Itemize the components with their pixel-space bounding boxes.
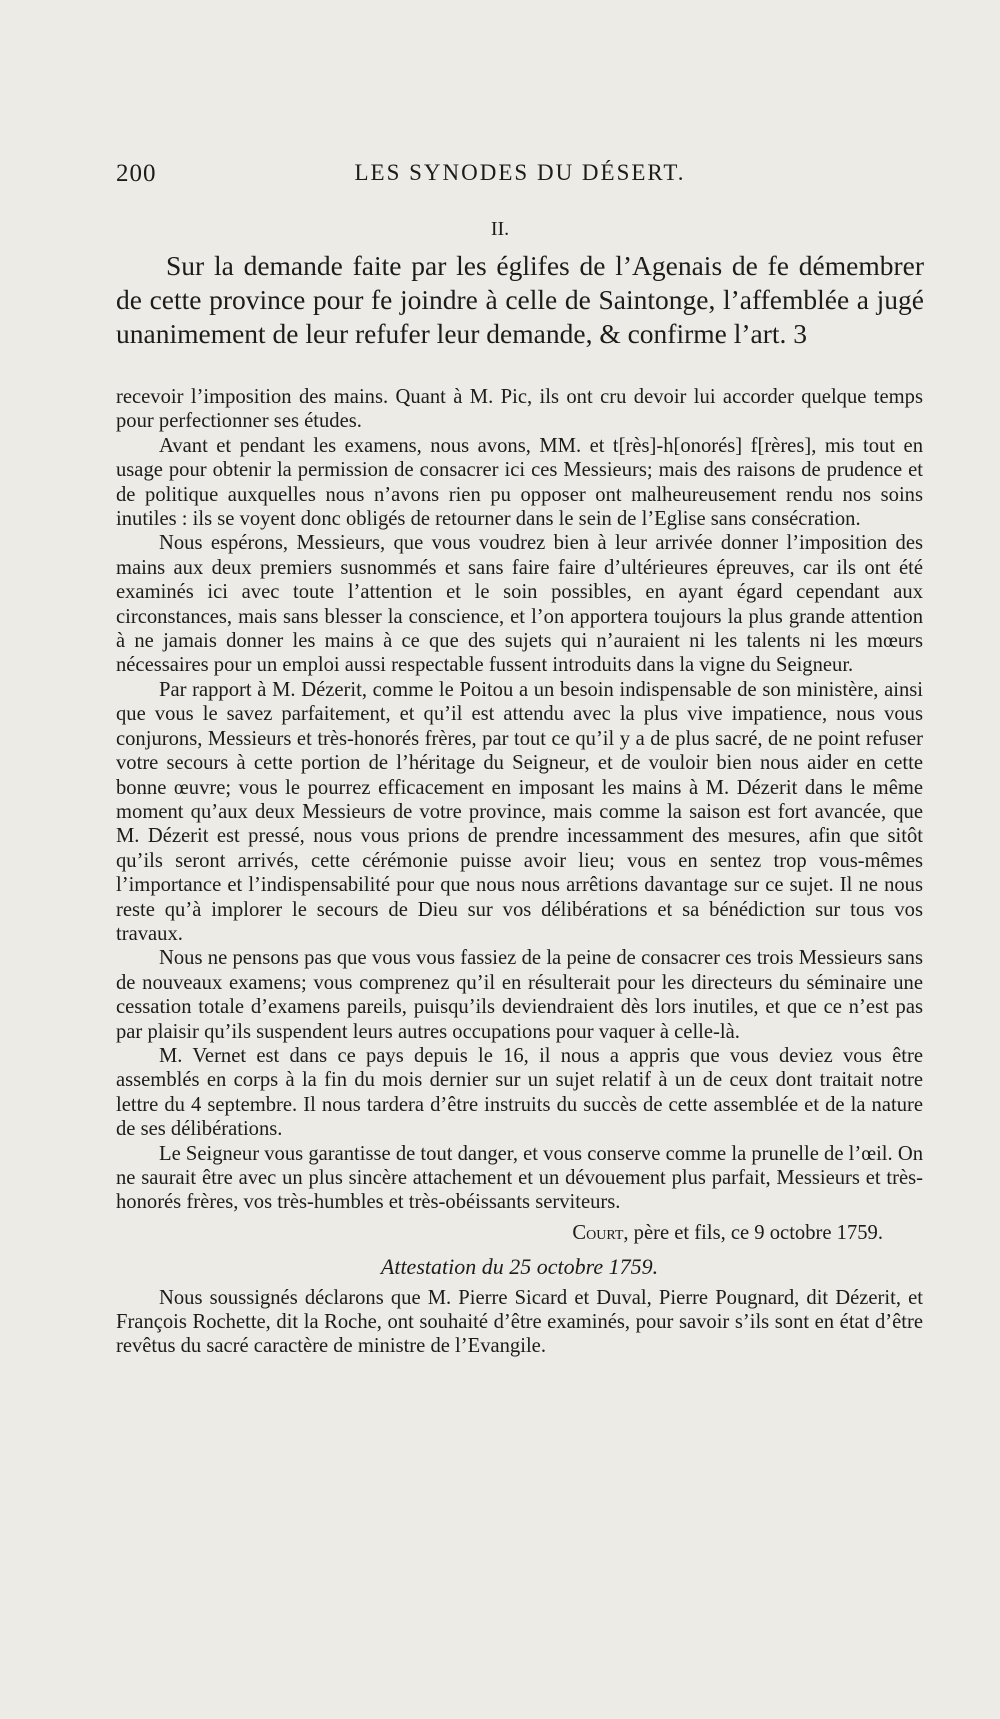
signature-name: Court [572,1221,624,1244]
running-title: LES SYNODES DU DÉSERT. [354,160,686,185]
signature-date: , père et fils, ce 9 octobre 1759. [623,1221,883,1244]
letter-paragraph: Avant et pendant les examens, nous avons, MM. et t[rès]-h[onorés] f[rères], mis tout en usage pour obtenir la permission de consacrer ici ces Messieurs; mais des raisons de prudence et de politique auxquelles nous n’avons rien pu opposer ont malheureusement rendu nos soins inutiles : ils se voyent donc obligés de retourner dans le sein de l’Eglise sans consécration. [116,434,923,531]
letter-paragraph: M. Vernet est dans ce pays depuis le 16, il nous a appris que vous deviez vous être assemblés en corps à la fin du mois dernier sur un sujet relatif à un de ceux dont traitait notre lettre du 4 septembre. Il nous tardera d’être instruits du succès de cette assemblée et de la nature de ses délibérations. [116,1044,923,1141]
letter-paragraph: recevoir l’imposition des mains. Quant à M. Pic, ils ont cru devoir lui accorder quelque temps pour perfectionner ses études. [116,386,923,433]
letter-signature [116,1221,923,1245]
page-number: 200 [116,160,157,187]
letter-paragraph: Nous ne pensons pas que vous vous fassiez de la peine de consacrer ces trois Messieurs sans de nouveaux examens; vous comprenez qu’il en résulterait pour les directeurs du séminaire une cessation totale d’examens pareils, puisqu’ils deviendraient dès lors inutiles, et que ce n’est pas par plaisir qu’ils suspendent leurs autres occupations pour vaquer à celle-là. [116,947,923,1043]
page-header [116,160,924,190]
letter-paragraph: Par rapport à M. Dézerit, comme le Poitou a un besoin indispensable de son ministère, ainsi que vous le savez parfaitement, et qu’il est attendu avec la plus vive impatience, nous vous conjurons, Messieurs et très-honorés frères, par tout ce qu’il y a de plus sacré, de ne point refuser votre secours à cette portion de l’héritage du Seigneur, et de vouloir bien nous aider en cette bonne œuvre; vous le pourrez efficacement en imposant les mains à M. Dézerit dans le même moment qu’aux deux Messieurs de votre province, mais comme la saison est fort avancée, que M. Dézerit est pressé, nous vous prions de prendre incessamment des mesures, afin que sitôt qu’ils seront arrivés, cette cérémonie puisse avoir lieu; vous en sentez trop vous-mêmes l’importance et l’indispensabilité pour que nous nous arrêtions davantage sur ce sujet. Il ne nous reste qu’à implorer le secours de Dieu sur vos délibérations et sa bénédiction sur tous vos travaux. [116,678,923,945]
letter-paragraph: Nous espérons, Messieurs, que vous voudrez bien à leur arrivée donner l’imposition des mains aux deux premiers susnommés et sans faire faire d’ultérieures épreuves, car ils ont été examinés ici avec toute l’attention et le soin possibles, en ayant égard cependant aux circonstances, mais sans blesser la conscience, et l’on apportera toujours la plus grande attention à ne jamais donner les mains à ce que des sujets qui n’auraient ni les talents ni les mœurs nécessaires pour un emploi aussi respectable fussent introduits dans la vigne du Seigneur. [116,532,923,677]
letter-paragraph: Le Seigneur vous garantisse de tout danger, et vous conserve comme la prunelle de l’œil. On ne saurait être avec un plus sincère attachement et un dévouement plus parfait, Messieurs et très-honorés frères, vos très-humbles et très-obéissants serviteurs. [116,1142,923,1214]
section-number: II. [490,218,510,240]
letter-body [116,385,923,1359]
synod-decision-paragraph: Sur la demande faite par les églifes de l’Agenais de fe démembrer de cette province pour fe joindre à celle de Saintonge, l’affemblée a jugé unanimement de leur refufer leur demande, & confirme l’art. 3 [116,250,924,349]
attestation-title: Attestation du 25 octobre 1759. [380,1254,659,1280]
attestation-paragraph: Nous soussignés déclarons que M. Pierre Sicard et Duval, Pierre Pougnard, dit Dézerit, et François Rochette, dit la Roche, ont souhaité d’être examinés, pour savoir s’ils sont en état d’être revêtus du sacré caractère de ministre de l’Evangile. [116,1286,923,1358]
